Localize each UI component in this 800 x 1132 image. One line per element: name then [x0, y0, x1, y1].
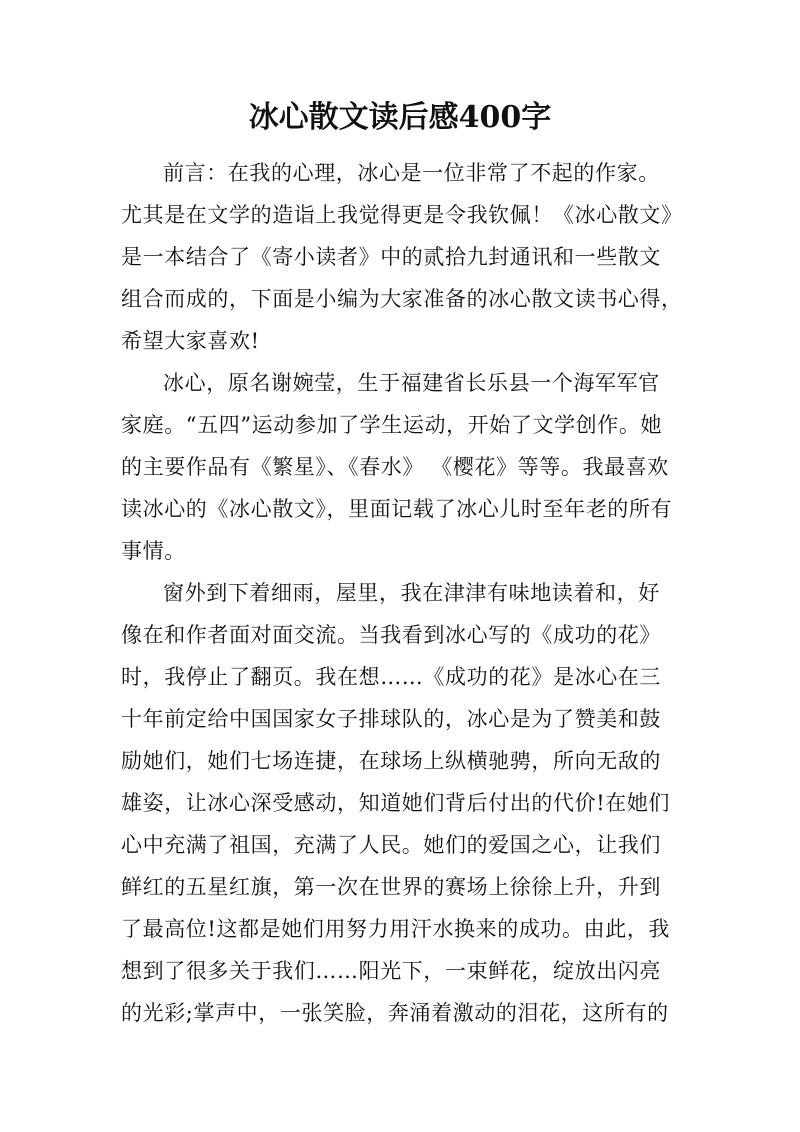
paragraph-line: 的主要作品有《繁星》、《春水》 《樱花》等等。我最喜欢 — [121, 455, 669, 479]
paragraph-line: 是一本结合了《寄小读者》中的贰拾九封通讯和一些散文 — [121, 245, 661, 269]
paragraph-line: 希望大家喜欢! — [121, 329, 260, 353]
paragraph-line: 尤其是在文学的造诣上我觉得更是令我钦佩！《冰心散文》 — [121, 203, 683, 227]
paragraph-line: 组合而成的，下面是小编为大家准备的冰心散文读书心得， — [121, 287, 683, 311]
paragraph-line: 前言：在我的心理，冰心是一位非常了不起的作家。 — [163, 161, 660, 185]
paragraph-line: 励她们，她们七场连捷，在球场上纵横驰骋，所向无敌的 — [121, 749, 661, 773]
paragraph-line: 雄姿，让冰心深受感动，知道她们背后付出的代价!在她们 — [121, 791, 671, 815]
paragraph-line: 鲜红的五星红旗，第一次在世界的赛场上徐徐上升，升到 — [121, 875, 661, 899]
paragraph-line: 心中充满了祖国，充满了人民。她们的爱国之心，让我们 — [121, 833, 661, 857]
paragraph-line: 十年前定给中国国家女子排球队的，冰心是为了赞美和鼓 — [121, 707, 661, 731]
paragraph-line: 像在和作者面对面交流。当我看到冰心写的《成功的花》 — [121, 623, 661, 647]
paragraph-line: 事情。 — [121, 539, 186, 563]
paragraph-line: 家庭。“五四”运动参加了学生运动，开始了文学创作。她 — [121, 413, 663, 437]
paragraph-line: 时，我停止了翻页。我在想……《成功的花》是冰心在三 — [121, 665, 661, 689]
paragraph-line: 的光彩;掌声中，一张笑脸，奔涌着激动的泪花，这所有的 — [121, 1001, 669, 1025]
document-title: 冰心散文读后感400字 — [248, 100, 552, 135]
paragraph-line: 冰心，原名谢婉莹，生于福建省长乐县一个海军军官 — [163, 371, 660, 395]
paragraph-line: 窗外到下着细雨，屋里，我在津津有味地读着和，好 — [163, 581, 660, 605]
paragraph-line: 了最高位!这都是她们用努力用汗水换来的成功。由此，我 — [121, 917, 671, 941]
paragraph-line: 想到了很多关于我们……阳光下，一束鲜花，绽放出闪亮 — [121, 959, 661, 983]
paragraph-line: 读冰心的《冰心散文》，里面记载了冰心儿时至年老的所有 — [121, 497, 673, 521]
